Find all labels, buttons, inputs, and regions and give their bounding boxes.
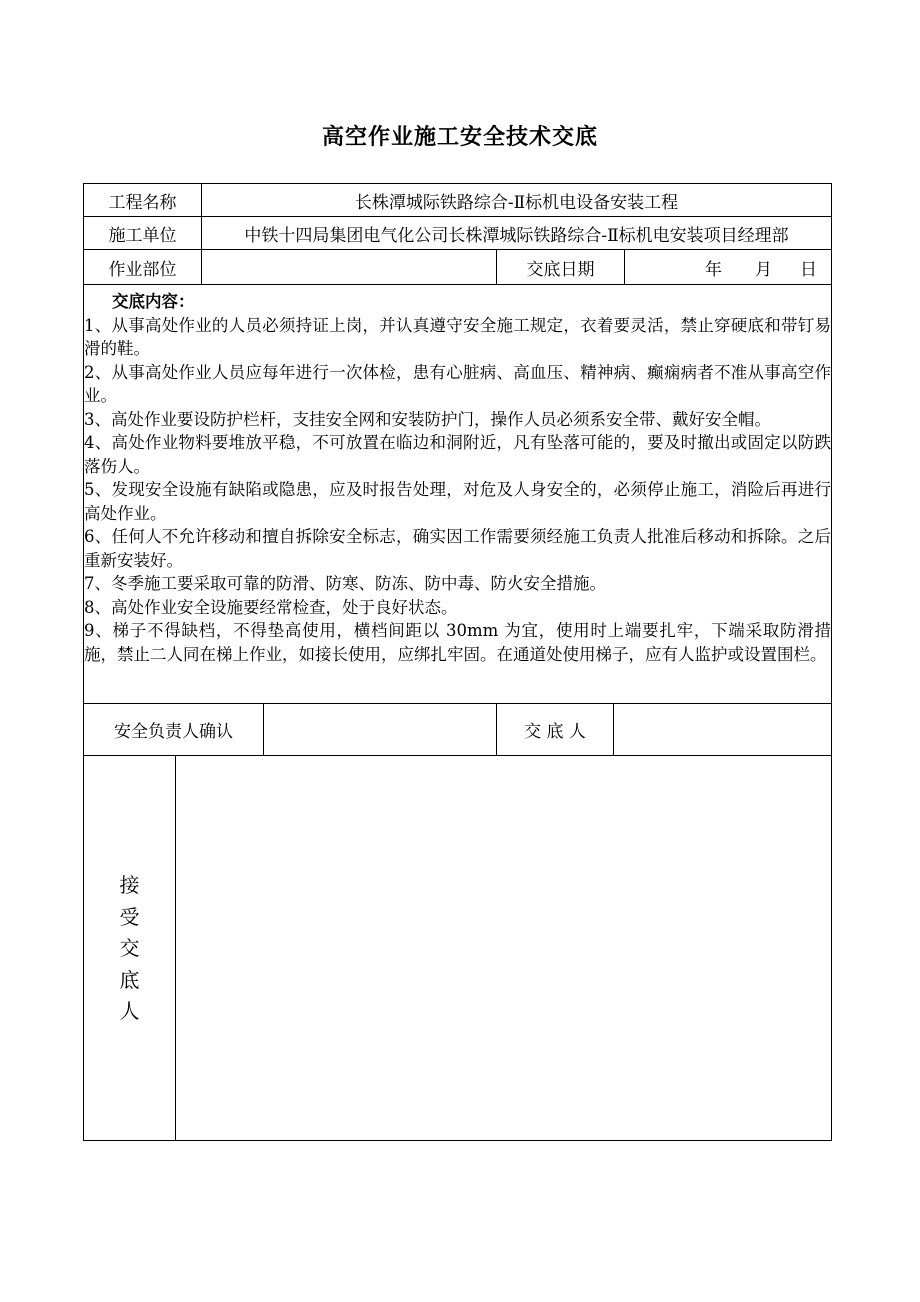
content-item-5: 5、发现安全设施有缺陷或隐患，应及时报告处理，对危及人身安全的，必须停止施工，消险后再进行高处作业。 — [84, 480, 831, 523]
page-title: 高空作业施工安全技术交底 — [321, 124, 598, 150]
content-item-8: 8、高处作业安全设施要经常检查，处于良好状态。 — [84, 597, 458, 617]
date-month: 月 — [755, 259, 772, 280]
content-item-1: 1、从事高处作业的人员必须持证上岗，并认真遵守安全施工规定，衣着要灵活，禁止穿硬底和带钉易滑的鞋。 — [84, 315, 831, 358]
briefer-label: 交 底 人 — [524, 722, 586, 742]
content-item-6: 6、任何人不允许移动和擅自拆除安全标志，确实因工作需要须经施工负责人批准后移动和拆除。之后重新安装好。 — [84, 527, 831, 570]
briefing-content — [84, 290, 831, 666]
receiver-signature-area[interactable] — [176, 756, 831, 1140]
safety-officer-signature[interactable] — [264, 704, 496, 755]
project-name-value: 长株潭城际铁路综合-Ⅱ标机电设备安装工程 — [354, 192, 679, 213]
receiver-char: 接 — [119, 873, 140, 897]
construction-unit-value: 中铁十四局集团电气化公司长株潭城际铁路综合-Ⅱ标机电安装项目经理部 — [244, 225, 789, 246]
briefing-date-label: 交底日期 — [526, 259, 595, 280]
safety-officer-label: 安全负责人确认 — [114, 722, 233, 742]
project-name-label: 工程名称 — [108, 192, 177, 213]
content-item-7: 7、冬季施工要采取可靠的防滑、防寒、防冻、防中毒、防火安全措施。 — [84, 574, 606, 593]
date-year: 年 — [705, 259, 722, 280]
row-divider — [83, 284, 832, 285]
receiver-char: 受 — [119, 904, 140, 929]
content-item-3: 3、高处作业要设防护栏杆，支挂安全网和安装防护门，操作人员必须系安全带、戴好安全帽。 — [84, 409, 771, 429]
receiver-label — [84, 870, 175, 1028]
content-item-4: 4、高处作业物料要堆放平稳，不可放置在临边和洞附近，凡有坠落可能的，要及时撤出或固定以防跌落伤人。 — [84, 433, 831, 476]
briefer-signature[interactable] — [614, 704, 831, 755]
work-location-label: 作业部位 — [108, 259, 177, 280]
construction-unit-label: 施工单位 — [108, 225, 177, 246]
content-heading: 交底内容： — [112, 292, 195, 311]
date-day: 日 — [800, 259, 817, 280]
content-item-9: 9、梯子不得缺档，不得垫高使用，横档间距以 30mm 为宜，使用时上端要扎牢，下端采取防滑措施，禁止二人同在梯上作业，如接长使用，应绑扎牢固。在通道处使用梯子，应有人监护或设置围栏。 — [84, 621, 831, 664]
work-location-value[interactable] — [202, 250, 496, 284]
receiver-char: 人 — [119, 999, 140, 1023]
receiver-char: 底 — [119, 967, 140, 992]
receiver-char: 交 — [119, 936, 140, 960]
briefing-date-value[interactable] — [625, 250, 831, 284]
content-item-2: 2、从事高处作业人员应每年进行一次体检，患有心脏病、高血压、精神病、癫痫病者不准从事高空作业。 — [84, 362, 831, 405]
